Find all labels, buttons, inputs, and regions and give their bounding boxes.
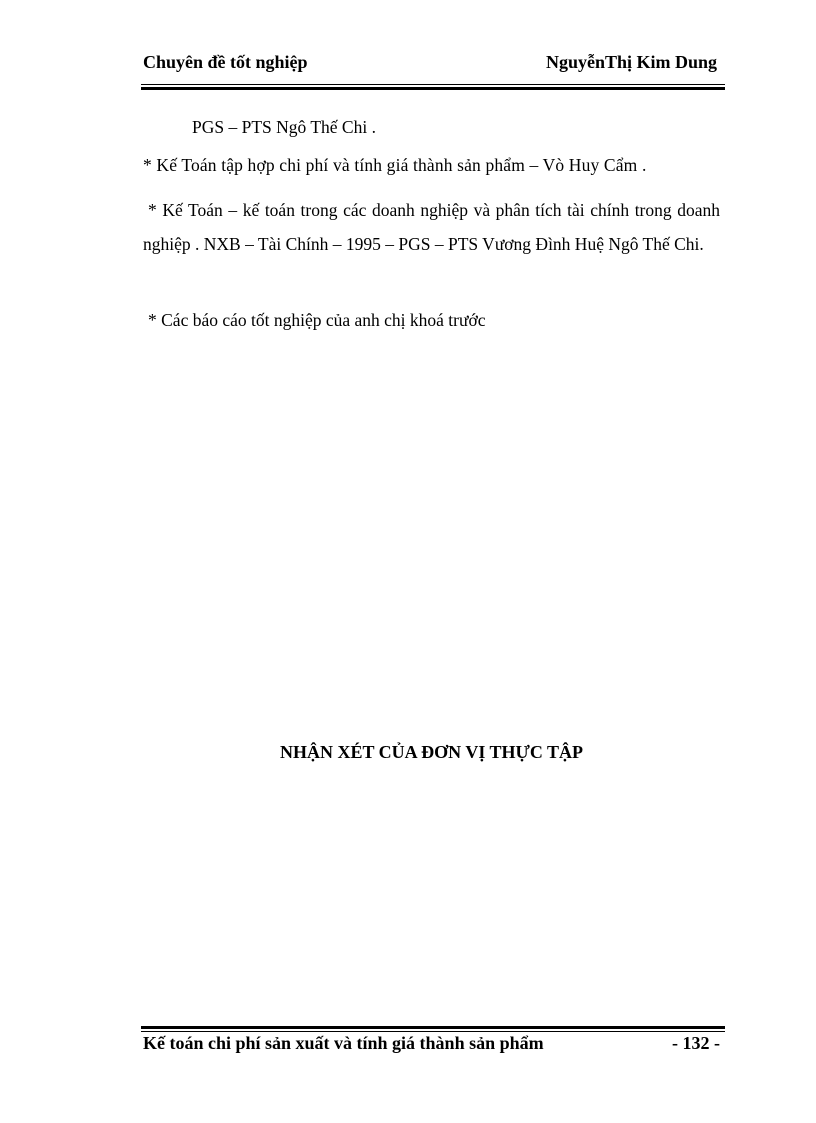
section-title: NHẬN XÉT CỦA ĐƠN VỊ THỰC TẬP <box>279 742 584 762</box>
footer-rule-thin <box>141 1031 725 1032</box>
reference-item: PGS – PTS Ngô Thế Chi . <box>192 117 376 137</box>
page-header <box>143 52 717 78</box>
page-number: - 132 - <box>672 1033 720 1053</box>
footer-rule-thick <box>141 1026 725 1029</box>
header-rule-thin <box>141 84 725 85</box>
header-rule-thick <box>141 87 725 90</box>
header-author: NguyễnThị Kim Dung <box>545 52 717 72</box>
reference-item: * Các báo cáo tốt nghiệp của anh chị khoá trước <box>148 310 486 330</box>
footer-title: Kế toán chi phí sản xuất và tính giá thành sản phẩm <box>143 1033 544 1053</box>
header-title: Chuyên đề tốt nghiệp <box>143 52 308 72</box>
reference-item: * Kế Toán – kế toán trong các doanh nghiệp và phân tích tài chính trong doanh nghiệp . NXB – Tài Chính – 1995 – PGS – PTS Vương Đình Huệ Ngô Thế Chi. <box>143 200 720 254</box>
page-footer <box>143 1033 720 1059</box>
reference-item: * Kế Toán tập hợp chi phí và tính giá thành sản phẩm – Vò Huy Cẩm . <box>143 155 647 175</box>
